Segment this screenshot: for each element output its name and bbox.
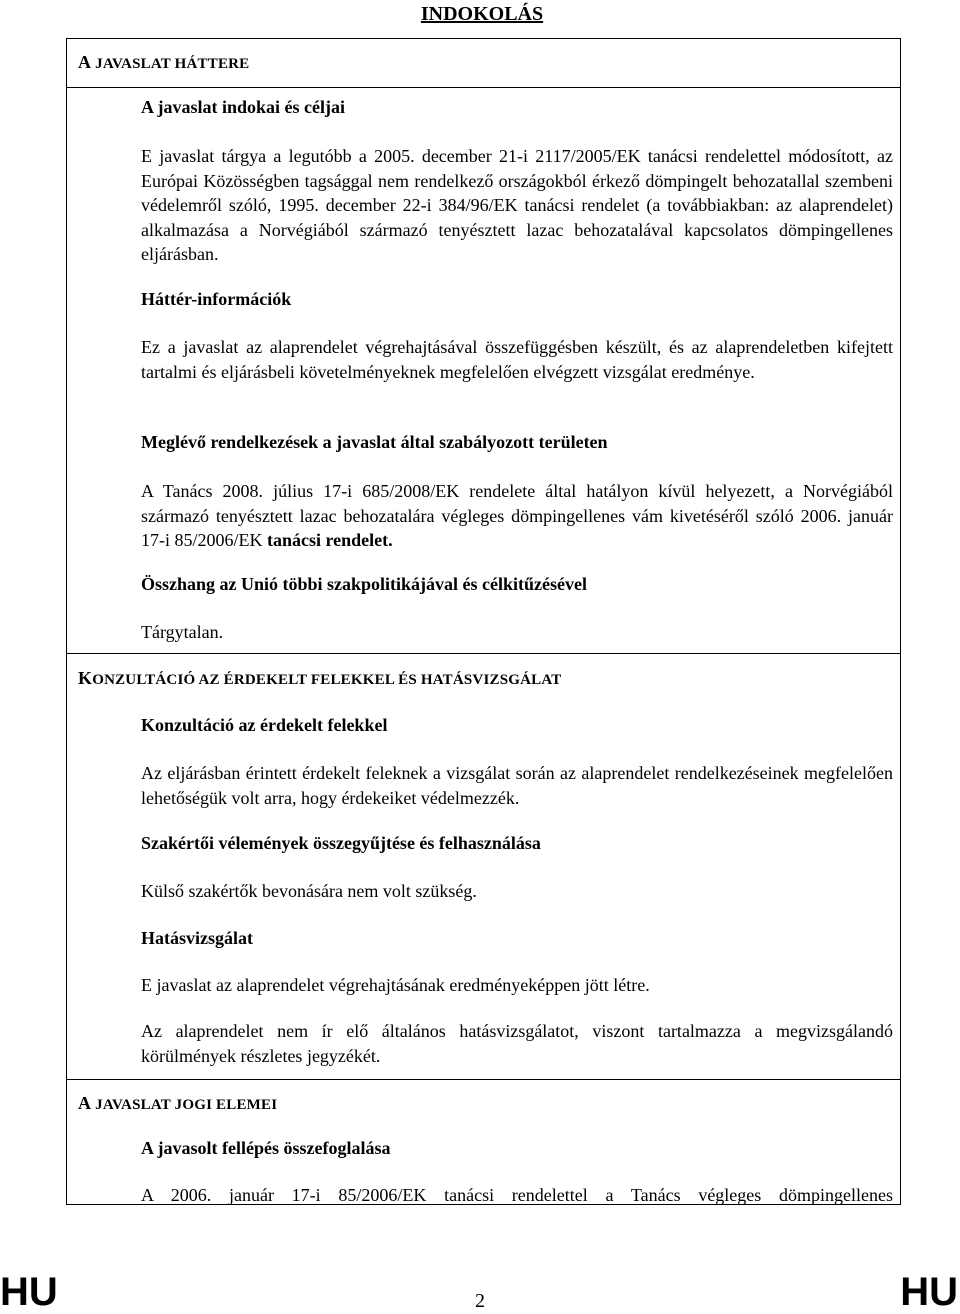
- section-divider: [66, 653, 901, 654]
- paragraph-proposed-action: A 2006. január 17-i 85/2006/EK tanácsi rendelettel a Tanács végleges dömpingellenes: [141, 1185, 893, 1205]
- section-heading-background: A JAVASLAT HÁTTERE: [78, 52, 250, 72]
- subheading-existing-provisions: Meglévő rendelkezések a javaslat által szabályozott területen: [141, 432, 608, 452]
- language-code-right: HU: [900, 1270, 958, 1314]
- section-heading-legal-elements: A JAVASLAT JOGI ELEMEI: [78, 1093, 278, 1113]
- paragraph-background-info: Ez a javaslat az alaprendelet végrehajtásával összefüggésben készült, és az alaprendeletben kifejtett tartalmi és eljárásbeli követelményeknek megfelelően elvégzett vizsgálat eredménye.: [141, 337, 893, 382]
- page-number: 2: [475, 1290, 485, 1312]
- paragraph-existing-provisions: A Tanács 2008. július 17-i 685/2008/EK rendelete által hatályon kívül helyezett, a Norvégiából származó tenyésztett lazac behozatalára végleges dömpingellenes vám kivetéséről szóló 2006. január 17-i 85/2006/EK tanácsi rendelet.: [141, 481, 893, 550]
- subheading-expertise: Szakértői vélemények összegyűjtése és felhasználása: [141, 833, 541, 853]
- section-divider: [66, 1079, 901, 1080]
- section-heading-consultation: KONZULTÁCIÓ AZ ÉRDEKELT FELEKKEL ÉS HATÁSVIZSGÁLAT: [78, 668, 562, 688]
- paragraph-impact-assessment: E javaslat az alaprendelet végrehajtásának eredményeképpen jött létre.: [141, 975, 650, 995]
- paragraph-consistency: Tárgytalan.: [141, 622, 224, 642]
- language-code-left: HU: [0, 1270, 58, 1314]
- subheading-background-info: Háttér-információk: [141, 289, 292, 309]
- paragraph-reasons: E javaslat tárgya a legutóbb a 2005. december 21-i 2117/2005/EK tanácsi rendelettel módosított, az Európai Közösségben tagsággal nem rendelkező országokból érkező dömpingelt behozatallal szembeni védelemről szóló, 1995. december 22-i 384/96/EK tanácsi rendelet (a továbbiakban: az alaprendelet) alkalmazása a Norvégiából származó tenyésztett lazac behozatalával kapcsolatos dömpingellenes eljárásban.: [141, 146, 893, 264]
- subheading-impact-assessment: Hatásvizsgálat: [141, 928, 253, 948]
- subheading-reasons: A javaslat indokai és céljai: [141, 97, 346, 117]
- subheading-consistency: Összhang az Unió többi szakpolitikájával és célkitűzésével: [141, 574, 588, 594]
- section-divider: [66, 87, 901, 88]
- subheading-stakeholders: Konzultáció az érdekelt felekkel: [141, 715, 388, 735]
- paragraph-impact-assessment-2: Az alaprendelet nem ír elő általános hatásvizsgálatot, viszont tartalmazza a megvizsgálandó körülmények részletes jegyzékét.: [141, 1021, 893, 1066]
- paragraph-expertise: Külső szakértők bevonására nem volt szükség.: [141, 881, 477, 901]
- paragraph-stakeholders: Az eljárásban érintett érdekelt feleknek a vizsgálat során az alaprendelet rendelkezéseinek megfelelően lehetőségük volt arra, hogy érdekeiket védelmezzék.: [141, 763, 893, 808]
- subheading-proposed-action: A javasolt fellépés összefoglalása: [141, 1138, 391, 1158]
- document-title: INDOKOLÁS: [420, 3, 544, 25]
